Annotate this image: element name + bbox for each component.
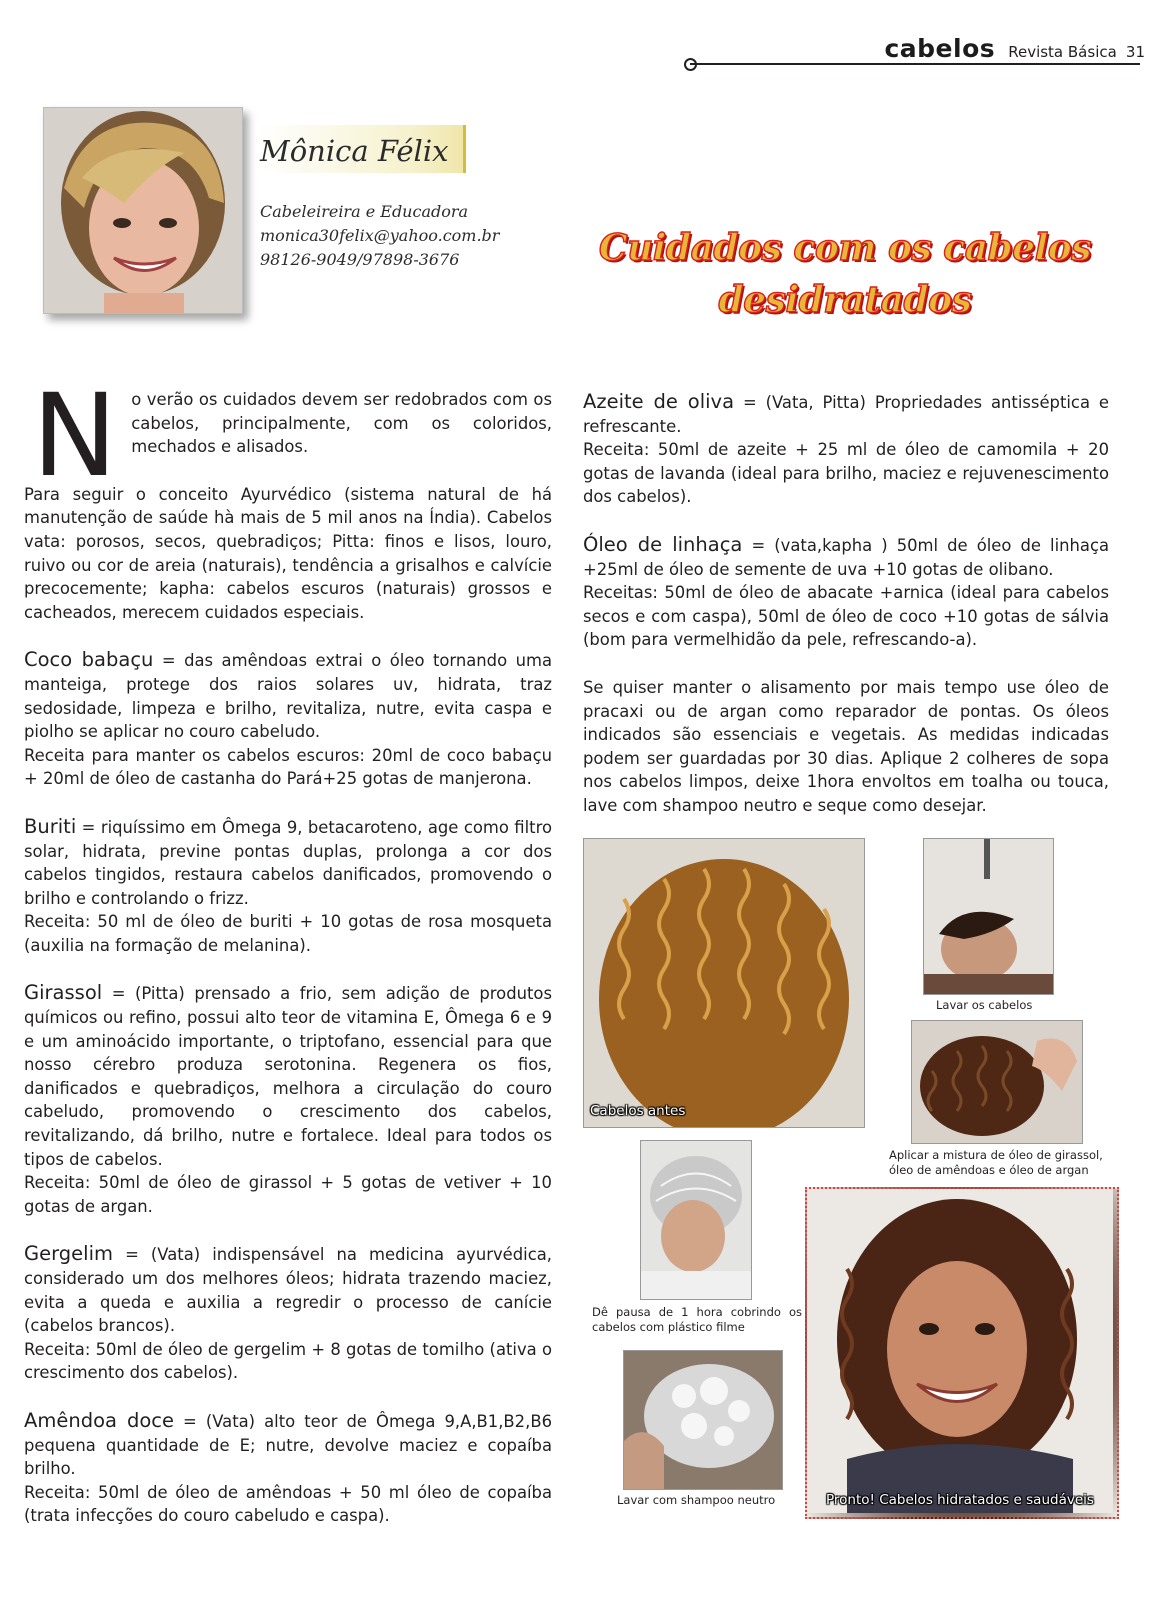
magazine-name: Revista Básica (1008, 43, 1117, 61)
azeite-text: = (Vata, Pitta) Propriedades antisséptica e refrescante. (583, 393, 1109, 436)
gergelim-paragraph (24, 1242, 552, 1385)
gergelim-heading: Gergelim (24, 1242, 113, 1266)
coco-paragraph (24, 648, 552, 791)
photo-plastic-cap (640, 1140, 752, 1300)
girassol-recipe: Receita: 50ml de óleo de girassol + 5 gotas de vetiver + 10 gotas de argan. (24, 1173, 552, 1216)
girassol-heading: Girassol (24, 981, 103, 1005)
closing-paragraph: Se quiser manter o alisamento por mais tempo use óleo de pracaxi ou de argan como reparador de pontas. Os óleos indicados são essenciais e vegetais. As medidas indicadas podem ser guardadas por 30 dias. Aplique 2 colheres de sopa nos cabelos limpos, deixe 1hora envoltos em toalha ou touca, lave com shampoo neutro e seque como desejar. (583, 677, 1109, 815)
ayurveda-paragraph: Para seguir o conceito Ayurvédico (sistema natural de há manutenção de saúde hà mais de 5 mil anos na Índia). Cabelos vata: porosos, secos, quebradiços; Pitta: finos e lisos, louro, ruivo ou cor de areia (naturais), tendência a grisalhos e calvície precocemente; kapha: cabelos escuros (naturais) grossos e cacheados, merecem cuidados especiais. (24, 484, 552, 622)
right-column (583, 390, 1109, 842)
photo-shampoo (623, 1350, 783, 1490)
header-rule (690, 63, 1140, 65)
buriti-paragraph (24, 815, 552, 958)
coco-text: = das amêndoas extrai o óleo tornando uma manteiga, protege dos raios solares uv, hidrata, traz sedosidade, limpeza e brilho, revitaliza, nutre, evita caspa e piolho se aplicar no couro cabeludo. (24, 651, 552, 742)
gergelim-text: = (Vata) indispensável na medicina ayurvédica, considerado um dos melhores óleos; hidrata trazendo maciez, evita a queda e auxilia a regredir o processo de canície (cabelos brancos). (24, 1245, 552, 1336)
gergelim-recipe: Receita: 50ml de óleo de gergelim + 8 gotas de tomilho (ativa o crescimento dos cabelos). (24, 1339, 552, 1383)
girassol-text: = (Pitta) prensado a frio, sem adição de produtos químicos ou refino, possui alto teor de vitamina E, Ômega 6 e 9 e um aminoácido importante, o triptofano, essencial para que nosso cérebro produza serotonina. Regenera os fios, danificados e quebradiços, melhora a circulação do couro cabeludo, promovendo o crescimento dos cabelos, revitalizando, dá brilho, nutre e fortalece. Ideal para todos os tipos de cabelos. (24, 984, 552, 1169)
buriti-text: = riquíssimo em Ômega 9, betacaroteno, age como filtro solar, hidrata, previne pontas duplas, prolonga a cor dos cabelos tingidos, restaura cabelos danificados, promovendo o brilho e controlando o frizz. (24, 817, 552, 908)
linhaca-paragraph (583, 533, 1109, 652)
title-line-2: desidratados (718, 279, 972, 321)
azeite-recipe: Receita: 50ml de azeite + 25 ml de óleo de camomila + 20 gotas de lavanda (ideal para brilho, maciez e rejuvenescimento dos cabelos). (583, 440, 1109, 507)
page-number: 31 (1125, 43, 1145, 61)
girassol-paragraph (24, 981, 552, 1218)
caption-wash-hair: Lavar os cabelos (936, 998, 1033, 1012)
author-photo (43, 107, 243, 314)
section-name: cabelos (884, 34, 996, 63)
photo-washing-hair (923, 838, 1054, 995)
caption-hair-final: Pronto! Cabelos hidratados e saudáveis (826, 1492, 1094, 1508)
linhaca-text: = (vata,kapha ) 50ml de óleo de linhaça +25ml de óleo de semente de uva +10 gotas de olibano. (583, 535, 1110, 579)
page-header (884, 34, 1145, 63)
caption-shampoo: Lavar com shampoo neutro (617, 1493, 776, 1507)
azeite-paragraph (583, 390, 1109, 509)
author-info (260, 200, 499, 272)
intro-text: o verão os cuidados devem ser redobrados com os cabelos, principalmente, com os coloridos, mechados e alisados. (131, 390, 552, 457)
caption-apply-line-1: Aplicar a mistura de óleo de girassol, (889, 1148, 1103, 1162)
intro-paragraph (24, 369, 552, 502)
photo-hair-final (805, 1187, 1119, 1519)
author-phone: 98126-9049/97898-3676 (260, 250, 460, 269)
drop-cap: N (32, 369, 118, 502)
buriti-heading: Buriti (24, 814, 77, 838)
author-role: Cabeleireira e Educadora (260, 202, 469, 221)
caption-apply-oils (889, 1148, 1103, 1178)
author-email[interactable]: monica30felix@yahoo.com.br (260, 226, 500, 245)
title-line-1: Cuidados com os cabelos (598, 227, 1092, 269)
linhaca-heading: Óleo de linhaça (583, 532, 743, 556)
coco-recipe: Receita para manter os cabelos escuros: 20ml de coco babaçu + 20ml de óleo de castanha do Pará+25 gotas de manjerona. (24, 745, 552, 789)
azeite-heading: Azeite de oliva (583, 390, 735, 413)
caption-apply-line-2: óleo de amêndoas e óleo de argan (889, 1163, 1089, 1177)
caption-pause: Dê pausa de 1 hora cobrindo os cabelos com plástico filme (592, 1305, 802, 1334)
photo-hair-before (583, 838, 865, 1128)
left-column (24, 369, 552, 1552)
amendoa-text: = (Vata) alto teor de Ômega 9,A,B1,B2,B6 pequena quantidade de E; nutre, devolve maciez e copaíba brilho. (24, 1411, 552, 1479)
caption-hair-before: Cabelos antes (590, 1103, 686, 1119)
amendoa-paragraph (24, 1409, 552, 1528)
amendoa-heading: Amêndoa doce (24, 1408, 175, 1432)
coco-heading: Coco babaçu (24, 648, 154, 672)
amendoa-recipe: Receita: 50ml de óleo de amêndoas + 50 ml óleo de copaíba (trata infecções do couro cabeludo e caspa). (24, 1482, 552, 1526)
article-title (575, 222, 1115, 326)
photo-applying-oil (911, 1020, 1083, 1144)
author-name: Mônica Félix (256, 125, 466, 173)
buriti-recipe: Receita: 50 ml de óleo de buriti + 10 gotas de rosa mosqueta (auxilia na formação de melanina). (24, 912, 552, 955)
linhaca-recipe: Receitas: 50ml de óleo de abacate +arnica (ideal para cabelos secos e com caspa), 50ml de óleo de coco +10 gotas de sálvia (bom para vermelhidão da pele, refrescando-a). (583, 583, 1109, 650)
